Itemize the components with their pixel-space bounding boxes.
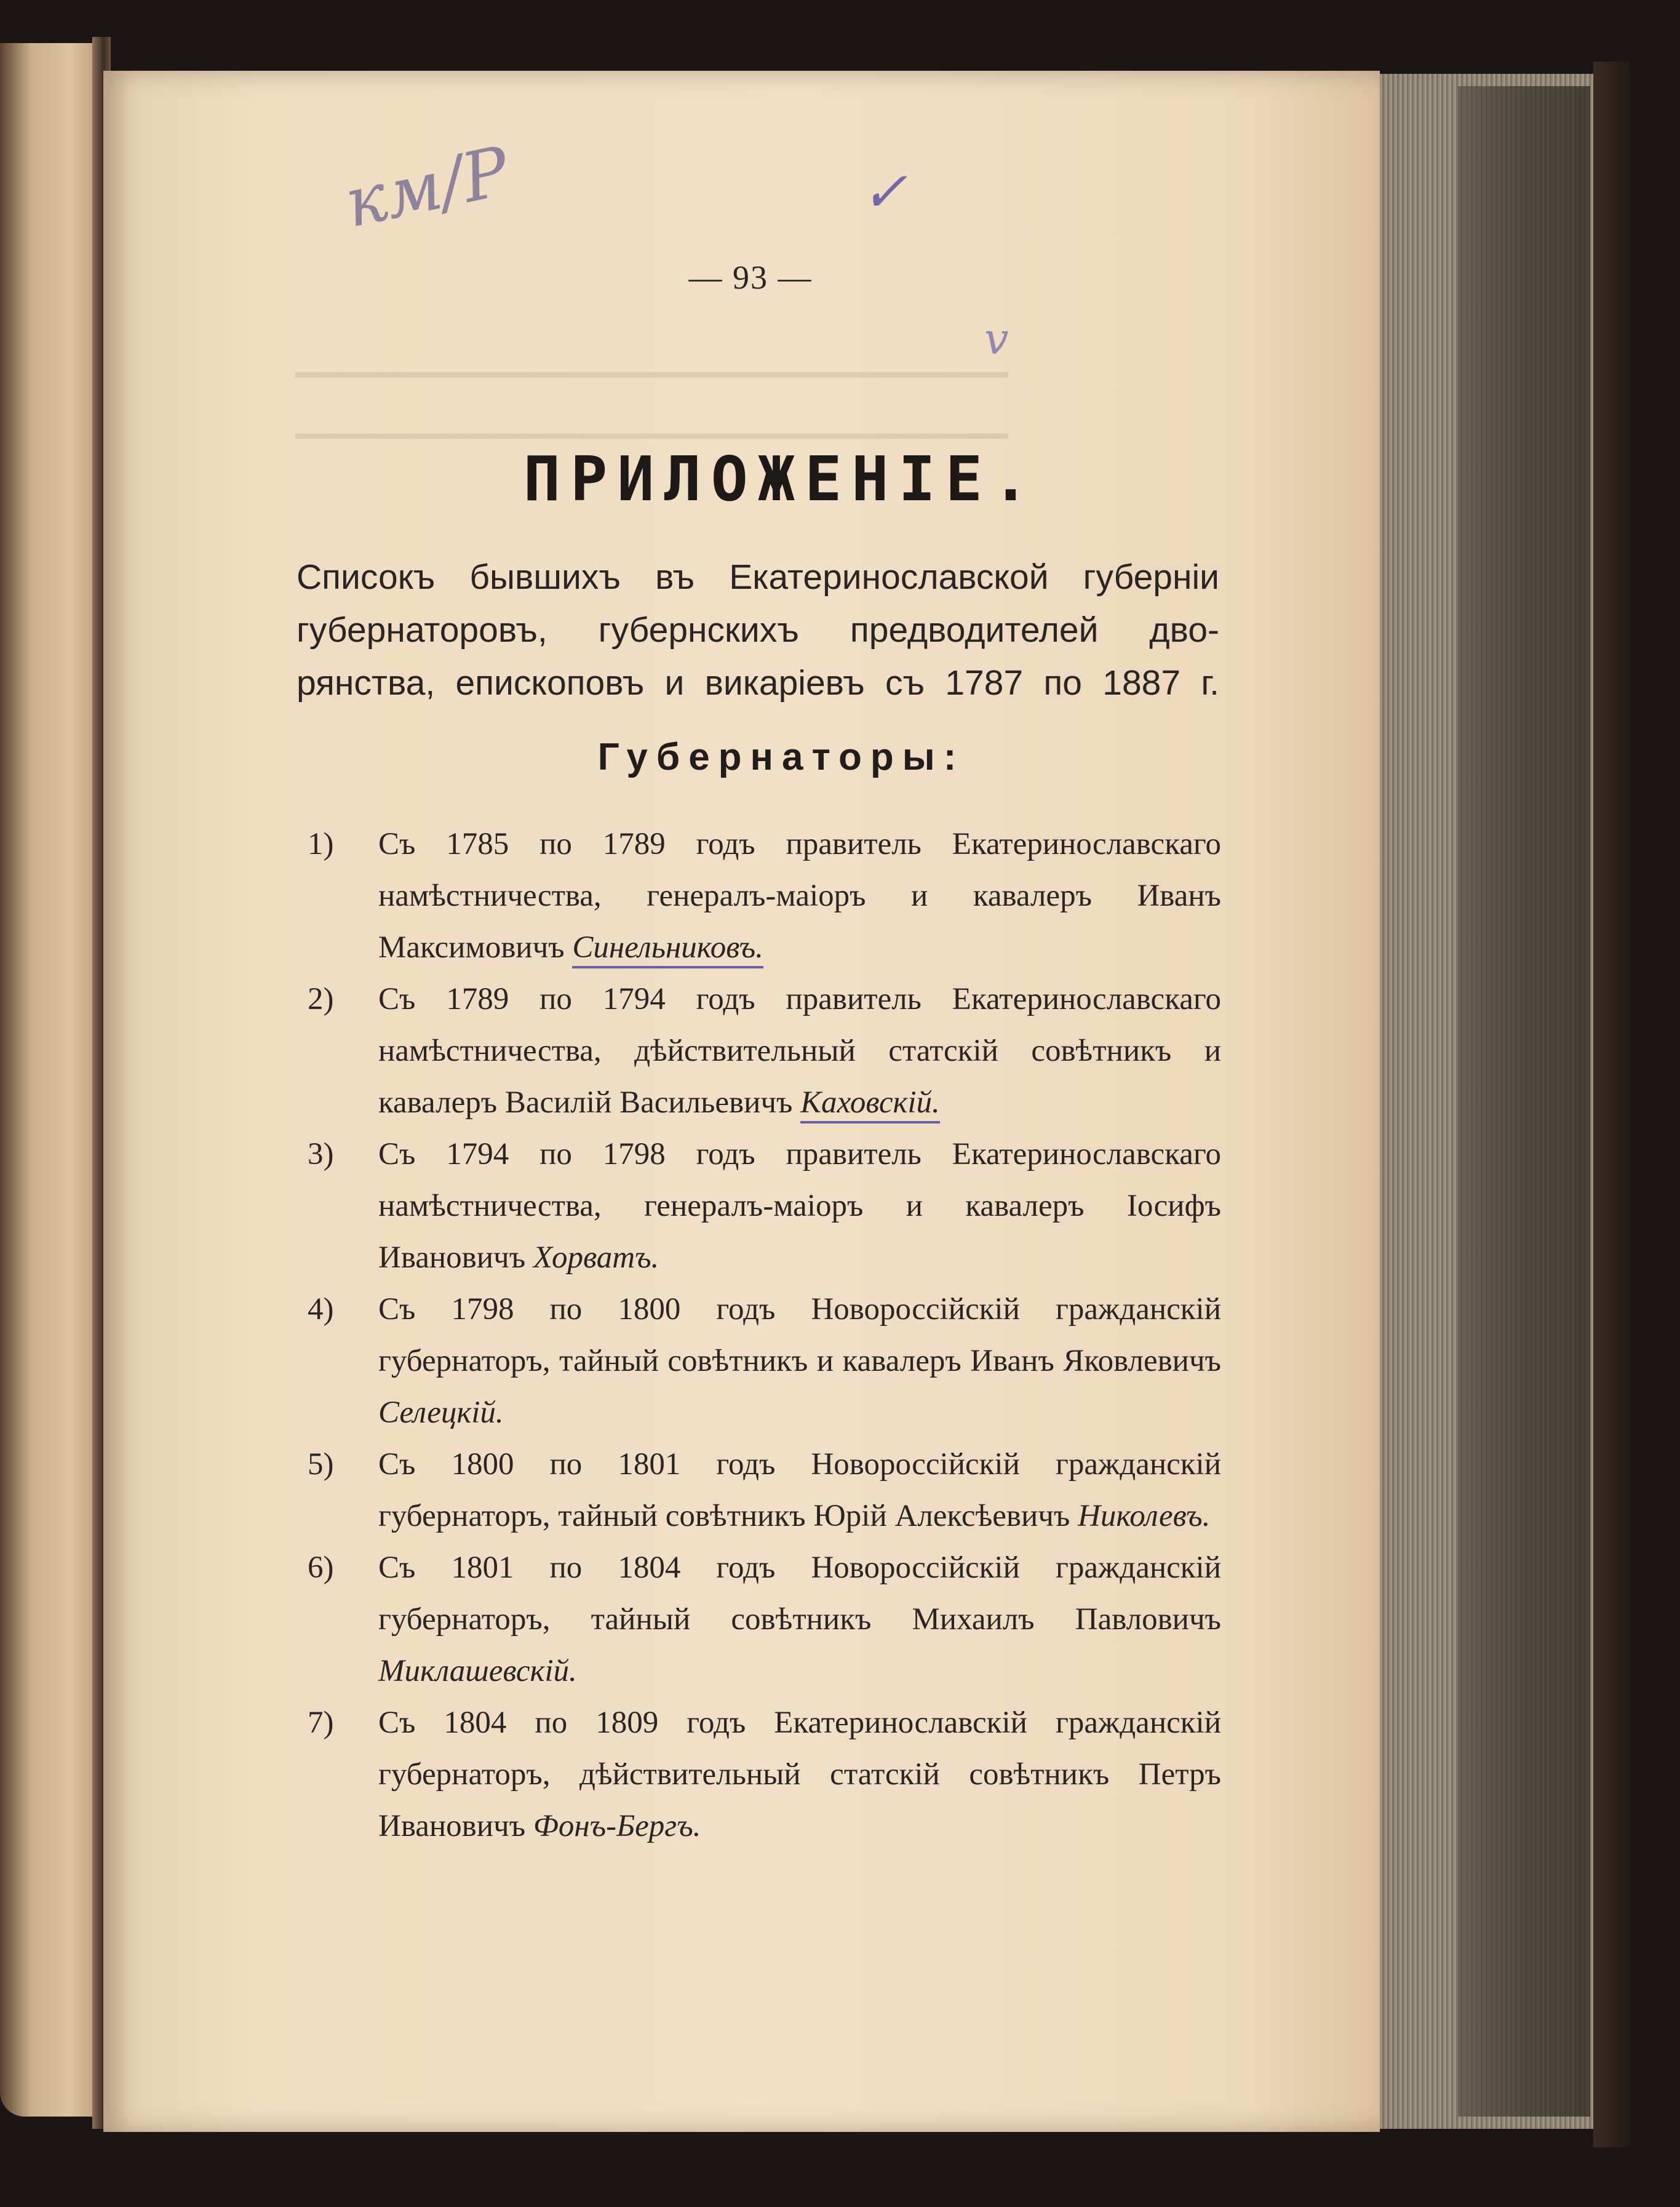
governor-name: Синельниковъ. (572, 930, 763, 968)
governors-list (308, 818, 1221, 1852)
item-number: 5) (308, 1447, 334, 1482)
subtitle-line: Списокъ бывшихъ въ Екатеринославской губернiи (297, 557, 1219, 597)
item-text: Съ 1801 по 1804 годъ Новороссiйскiй гражданскiй губернаторъ, тайный совѣтникъ Михаилъ Павловичъ (378, 1550, 1221, 1637)
item-number: 4) (308, 1292, 334, 1327)
section-heading: Губернаторы: (597, 736, 965, 778)
item-number: 6) (308, 1550, 334, 1585)
item-number: 1) (308, 827, 334, 861)
book-cover-edge (1593, 62, 1630, 2147)
list-item (308, 818, 1221, 973)
item-text: Съ 1798 по 1800 годъ Новороссiйскiй гражданскiй губернаторъ, тайный совѣтникъ и кавалеръ Иванъ Яковлевичъ (378, 1292, 1221, 1378)
handwritten-shelf-mark: км/Р (338, 131, 516, 243)
page-edges-shadow (1458, 86, 1590, 2117)
handwritten-check-mark: ✓ (861, 160, 908, 225)
handwritten-check-mark-small: v (984, 314, 1009, 364)
bleed-through-line: ━━━━━━━━━━━━━━━━━━━━━━━━━━━━━━━━━━━━━ (295, 358, 1008, 393)
page-number: — 93 — (688, 259, 813, 296)
subtitle-line: губернаторовъ, губернскихъ предводителей дво- (297, 610, 1219, 650)
item-text: Съ 1804 по 1809 годъ Екатеринославскiй гражданскiй губернаторъ, дѣйствительный статскiй совѣтникъ Петръ Ивановичъ (378, 1706, 1221, 1843)
item-number: 2) (308, 982, 334, 1016)
item-text: Съ 1794 по 1798 годъ правитель Екатеринославскаго намѣстничества, генералъ-маiоръ и кавалеръ Iосифъ Ивановичъ (378, 1137, 1221, 1275)
page-title: ПРИЛОЖЕНIЕ. (523, 443, 1040, 515)
item-text: Съ 1800 по 1801 годъ Новороссiйскiй гражданскiй губернаторъ, тайный совѣтникъ Юрiй Алексѣевичъ (378, 1447, 1221, 1533)
list-item (308, 1439, 1221, 1542)
item-number: 7) (308, 1706, 334, 1740)
list-item (308, 1283, 1221, 1439)
governor-name: Миклашевскiй. (378, 1654, 577, 1688)
subtitle-line: рянства, епископовъ и викарiевъ съ 1787 по 1887 г. (297, 663, 1219, 703)
list-item (308, 973, 1221, 1128)
list-item (308, 1697, 1221, 1852)
item-text: Съ 1785 по 1789 годъ правитель Екатеринославскаго намѣстничества, генералъ-маiоръ и кавалеръ Иванъ Максимовичъ (378, 827, 1221, 965)
item-text: Съ 1789 по 1794 годъ правитель Екатеринославскаго намѣстничества, дѣйствительный статскiй совѣтникъ и кавалеръ Василiй Васильевичъ (378, 982, 1221, 1120)
item-number: 3) (308, 1137, 334, 1171)
list-item (308, 1128, 1221, 1283)
governor-name: Николевъ. (1078, 1499, 1211, 1533)
subtitle (297, 551, 1219, 709)
governor-name: Селецкiй. (378, 1395, 504, 1430)
governor-name: Каховскiй. (800, 1085, 940, 1123)
list-item (308, 1542, 1221, 1697)
bleed-through-line: ━━━━━━━━━━━━━━━━━━━━━━━━━━━━━━━━━━━━━ (295, 420, 1008, 455)
governor-name: Хорватъ. (533, 1240, 659, 1275)
facing-page-edge (0, 43, 102, 2117)
governor-name: Фонъ-Бергъ. (533, 1809, 701, 1843)
